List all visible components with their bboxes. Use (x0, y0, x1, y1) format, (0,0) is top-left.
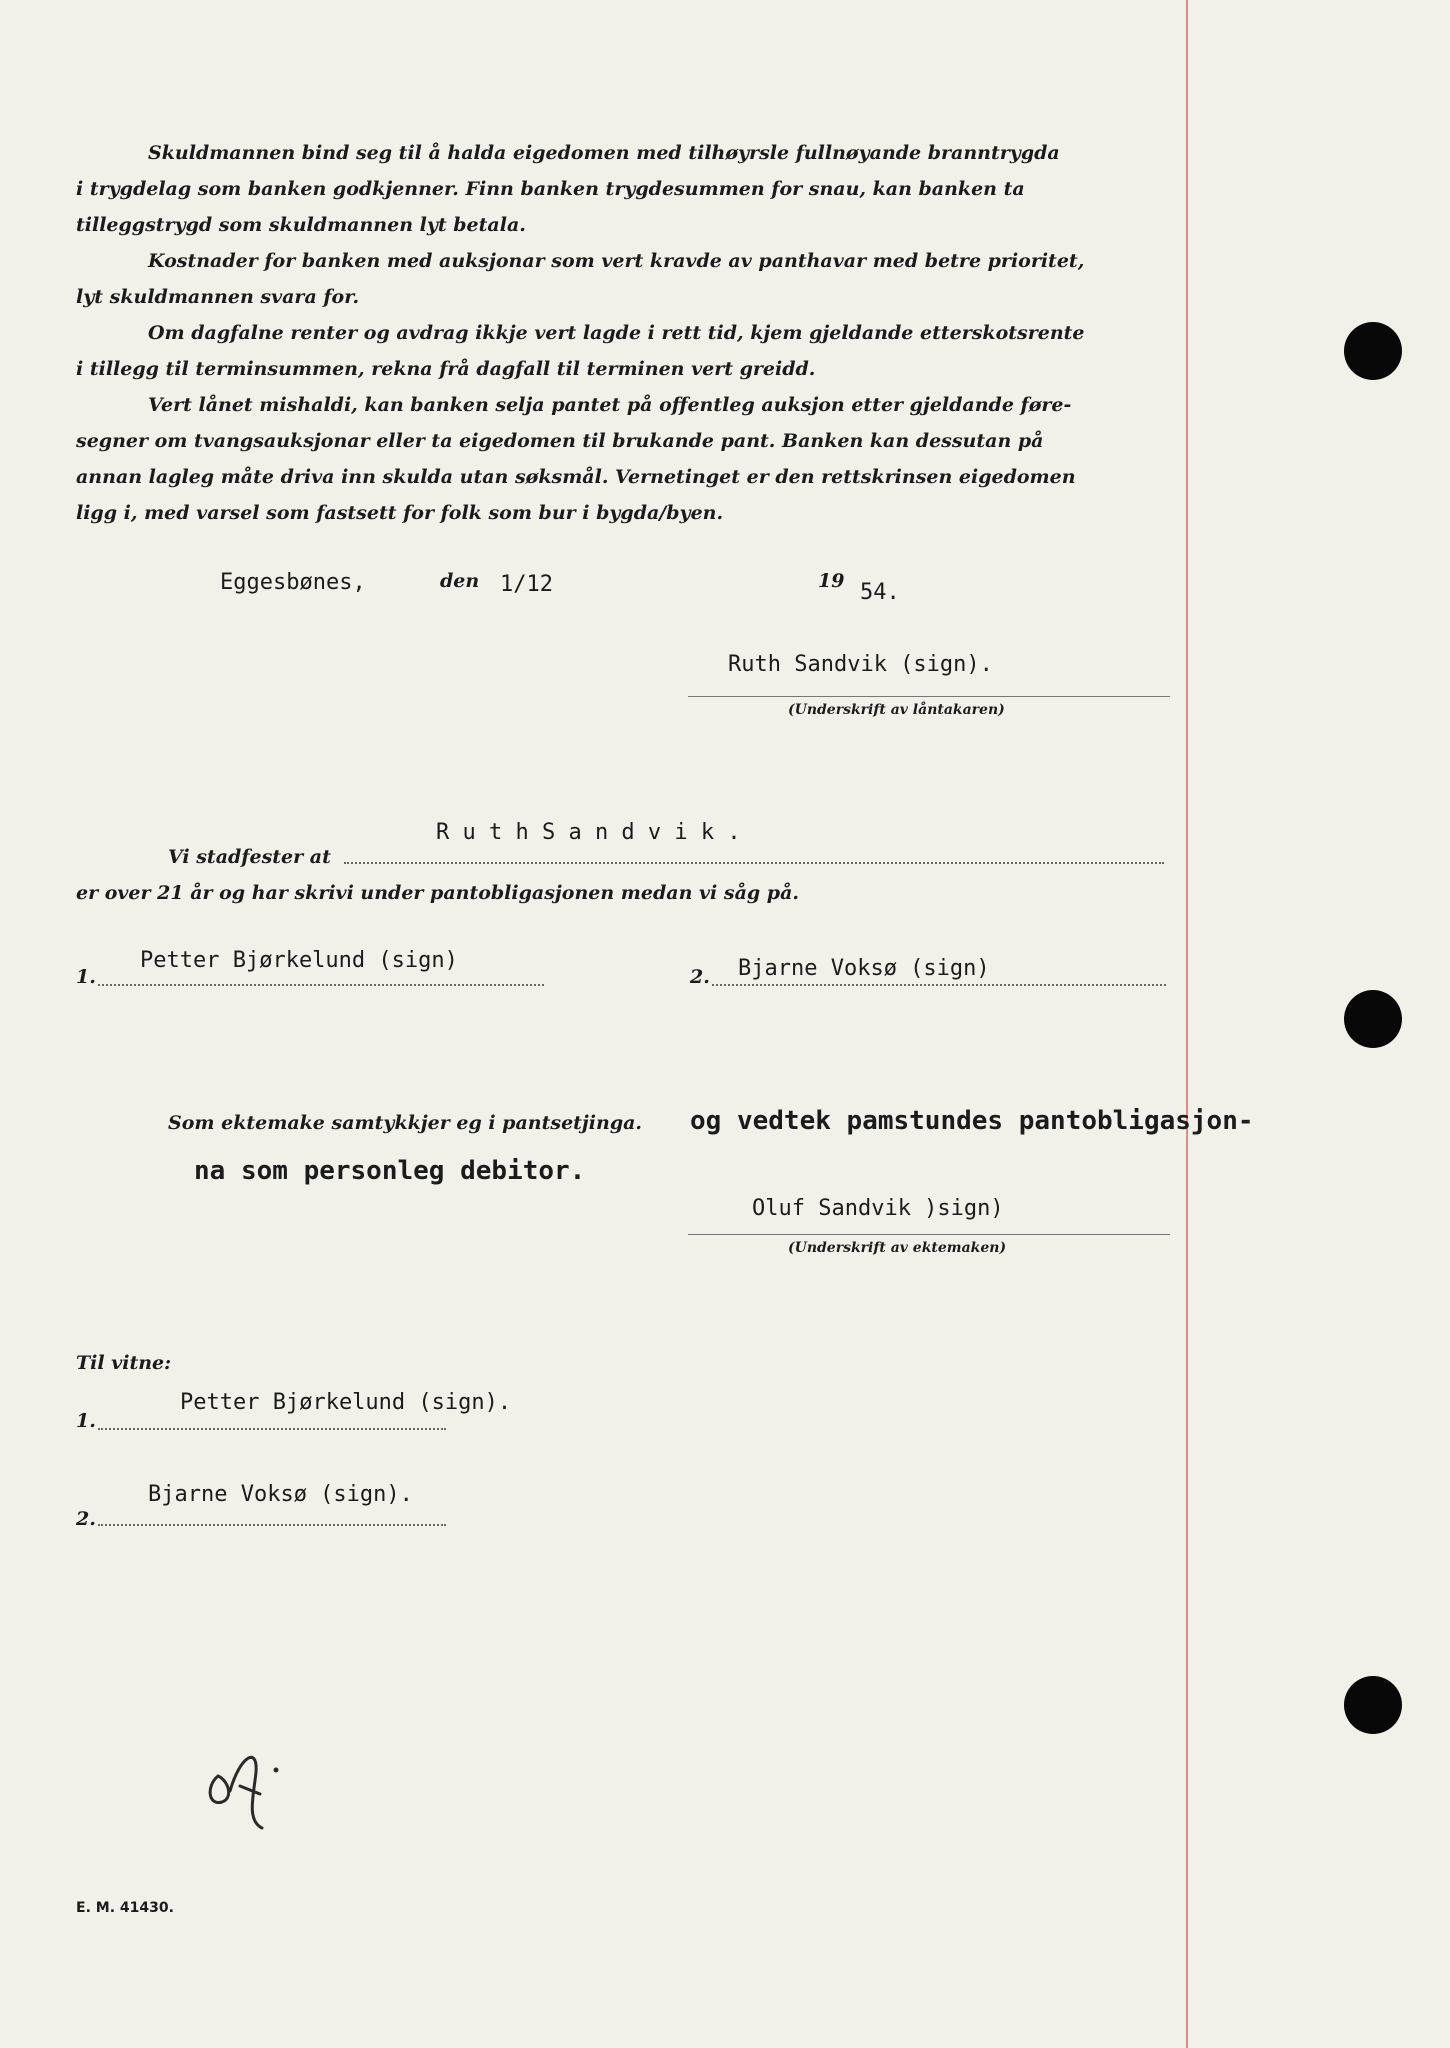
spouse-consent-text: Som ektemake samtykkjer eg i pantsetjinga. (168, 1112, 643, 1134)
date-den-label: den (440, 570, 480, 592)
witness-name: Petter Bjørkelund (sign) (140, 948, 458, 973)
paragraph-line: i tillegg til terminsummen, rekna frå dagfall til terminen vert greidd. (76, 358, 816, 380)
spouse-signature: Oluf Sandvik )sign) (752, 1196, 1004, 1221)
paragraph-line: lyt skuldmannen svara for. (76, 286, 360, 308)
borrower-signature-caption: (Underskrift av låntakaren) (788, 702, 1005, 718)
witness-line (98, 984, 544, 986)
paragraph-line: Kostnader for banken med auksjonar som vert kravde av panthavar med betre prioritet, (148, 250, 1085, 272)
paragraph-line: Om dagfalne renter og avdrag ikkje vert lagde i rett tid, kjem gjeldande etterskotsrente (148, 322, 1085, 344)
spouse-signature-caption: (Underskrift av ektemaken) (788, 1240, 1007, 1256)
witness-line (712, 984, 1166, 986)
spouse-signature-line (688, 1234, 1170, 1235)
year-prefix: 19 (818, 570, 845, 592)
witness-line (98, 1428, 446, 1430)
borrower-signature-line (688, 696, 1170, 697)
paragraph-line: i trygdelag som banken godkjenner. Finn banken trygdesummen for snau, kan banken ta (76, 178, 1025, 200)
form-code: E. M. 41430. (76, 1900, 174, 1916)
paragraph-line: segner om tvangsauksjonar eller ta eigedomen til brukande pant. Banken kan dessutan på (76, 430, 1044, 452)
punch-hole-middle (1344, 990, 1402, 1048)
paragraph-line: Skuldmannen bind seg til å halda eigedomen med tilhøyrsle fullnøyande branntrygda (148, 142, 1060, 164)
page-margin-line (1186, 0, 1188, 2048)
confirmation-prefix: Vi stadfester at (168, 846, 331, 868)
paragraph-line: tilleggstrygd som skuldmannen lyt betala. (76, 214, 526, 236)
witness-name: Bjarne Voksø (sign). (148, 1482, 413, 1507)
witness-name: Bjarne Voksø (sign) (738, 956, 990, 981)
spouse-consent-addendum: na som personleg debitor. (194, 1156, 586, 1186)
confirmation-name-line (344, 862, 1164, 864)
paragraph-line: Vert lånet mishaldi, kan banken selja pantet på offentleg auksjon etter gjeldande føre- (148, 394, 1072, 416)
witness-line (98, 1524, 446, 1526)
borrower-signature: Ruth Sandvik (sign). (728, 652, 993, 677)
confirmed-person-name: R u t h S a n d v i k . (436, 820, 741, 845)
witness-number: 1. (76, 966, 96, 988)
witness-number: 1. (76, 1410, 96, 1432)
spouse-consent-addendum: og vedtek pamstundes pantobligasjon- (690, 1106, 1254, 1136)
punch-hole-bottom (1344, 1676, 1402, 1734)
year-suffix: 54. (860, 580, 900, 605)
witness-number: 2. (76, 1508, 96, 1530)
paragraph-line: annan lagleg måte driva inn skulda utan søksmål. Vernetinget er den rettskrinsen eigedomen (76, 466, 1076, 488)
handwritten-initials (200, 1736, 290, 1846)
confirmation-statement: er over 21 år og har skrivi under pantobligasjonen medan vi såg på. (76, 882, 800, 904)
place-name: Eggesbønes, (220, 570, 366, 595)
witness-name: Petter Bjørkelund (sign). (180, 1390, 512, 1415)
witness-section-label: Til vitne: (76, 1352, 172, 1374)
punch-hole-top (1344, 322, 1402, 380)
paragraph-line: ligg i, med varsel som fastsett for folk som bur i bygda/byen. (76, 502, 724, 524)
witness-number: 2. (690, 966, 710, 988)
date-value: 1/12 (500, 572, 553, 597)
